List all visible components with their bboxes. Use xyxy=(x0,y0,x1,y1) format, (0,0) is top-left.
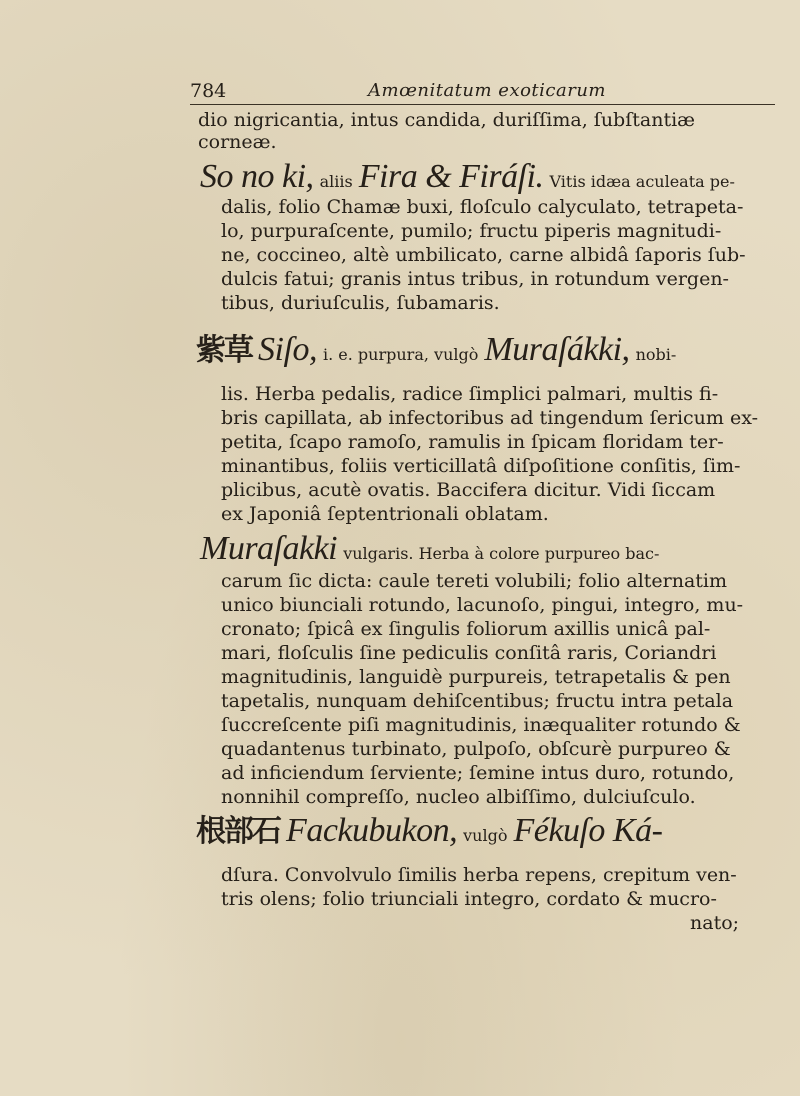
text-line: plicibus, acutè ovatis. Baccifera dicitur. Vidi ſiccam xyxy=(221,479,716,501)
text-line: dulcis fatui; granis intus tribus, in rotundum vergen- xyxy=(221,268,729,290)
entry-text: i. e. purpura, vulgò xyxy=(323,345,479,364)
entry-headword: Siſo, xyxy=(258,331,317,368)
text-line: lis. Herba pedalis, radice ſimplici palmari, multis fi- xyxy=(221,383,719,405)
text-line: tris olens; folio triunciali integro, cordato & mucro- xyxy=(221,888,717,910)
entry-first-line xyxy=(200,158,735,195)
catchword: nato; xyxy=(690,912,740,934)
text-line: nonnihil compreſſo, nucleo albiſſimo, dulciuſculo. xyxy=(221,786,696,808)
entry-aliis: aliis xyxy=(319,172,353,191)
entry-headword: So no ki, xyxy=(200,158,314,195)
running-head: Amœnitatum exoticarum xyxy=(368,80,607,101)
text-line: lo, purpuraſcente, pumilo; fructu piperis magnitudi- xyxy=(221,220,722,242)
text-line: carum ſic dicta: caule tereti volubili; folio alternatim xyxy=(221,570,728,592)
text-line: dſura. Convolvulo ſimilis herba repens, crepitum ven- xyxy=(221,864,737,886)
entry-text: Vitis idæa aculeata pe- xyxy=(549,172,735,191)
entry-headword: Fackubukon, xyxy=(286,812,458,849)
entry-text: vulgaris. Herba à colore purpureo bac- xyxy=(343,544,660,563)
entry-first-line xyxy=(196,812,663,849)
text-line: tibus, duriuſculis, ſubamaris. xyxy=(221,292,500,314)
page-header xyxy=(190,80,780,106)
entry-text: nobi- xyxy=(635,345,677,364)
text-line: unico biunciali rotundo, lacunoſo, pingui, integro, mu- xyxy=(221,594,744,616)
text-line: ne, coccineo, altè umbilicato, carne albidâ ſaporis ſub- xyxy=(221,244,746,266)
text-line: bris capillata, ab infectoribus ad tingendum ſericum ex- xyxy=(221,407,759,429)
text-line: dio nigricantia, intus candida, duriſſima, ſubſtantiæ xyxy=(198,109,696,131)
text-line: corneæ. xyxy=(198,131,277,153)
entry-alternate-names: Fira & Firáſi. xyxy=(358,158,544,195)
entry-text: vulgò xyxy=(463,826,508,845)
entry-first-line xyxy=(200,530,660,567)
text-line: petita, ſcapo ramoſo, ramulis in ſpicam floridam ter- xyxy=(221,431,724,453)
text-line: quadantenus turbinato, pulpoſo, obſcurè purpureo & xyxy=(221,738,731,760)
entry-vulgar-name: Fékuſo Ká- xyxy=(513,812,663,849)
entry-first-line xyxy=(196,331,677,368)
kanji-characters: 根部石 xyxy=(196,814,280,849)
entry-vulgar-name: Muraſákki, xyxy=(484,331,630,368)
page-number: 784 xyxy=(190,80,227,102)
header-rule xyxy=(190,104,775,105)
text-line: minantibus, foliis verticillatâ diſpoſitione conſitis, ſim- xyxy=(221,455,741,477)
text-line: cronato; ſpicâ ex ſingulis foliorum axillis unicâ pal- xyxy=(221,618,711,640)
text-line: ad inficiendum ſerviente; ſemine intus duro, rotundo, xyxy=(221,762,735,784)
text-line: mari, floſculis ſine pediculis conſitâ raris, Coriandri xyxy=(221,642,717,664)
text-line: dalis, folio Chamæ buxi, floſculo calyculato, tetrapeta- xyxy=(221,196,744,218)
text-line: ſuccreſcente piſi magnitudinis, inæqualiter rotundo & xyxy=(221,714,741,736)
text-line: tapetalis, nunquam dehiſcentibus; fructu intra petala xyxy=(221,690,734,712)
text-line: magnitudinis, languidè purpureis, tetrapetalis & pen xyxy=(221,666,731,688)
entry-headword: Muraſakki xyxy=(200,530,338,567)
text-line: ex Japoniâ ſeptentrionali oblatam. xyxy=(221,503,549,525)
kanji-characters: 紫草 xyxy=(196,333,252,368)
